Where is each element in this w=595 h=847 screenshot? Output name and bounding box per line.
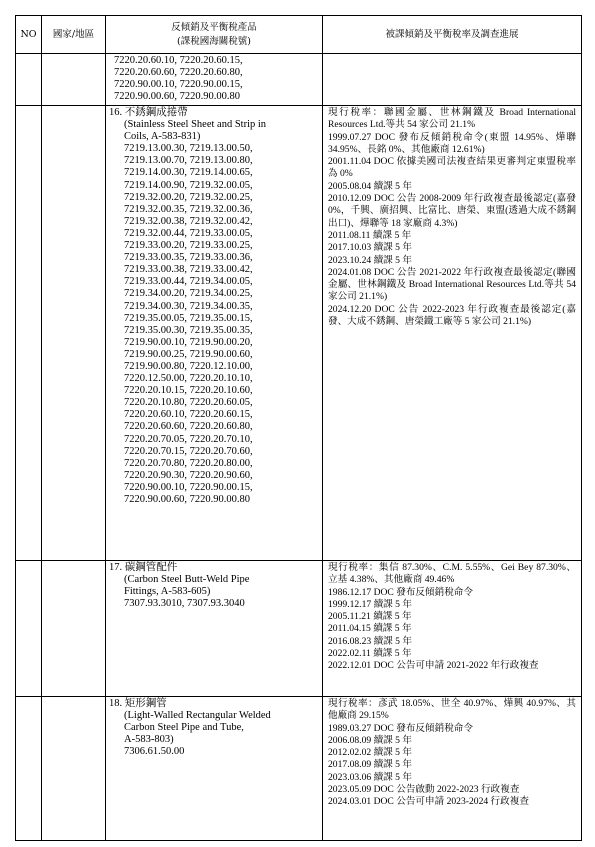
product-line: 7220.90.00.60, 7220.90.00.80 xyxy=(114,91,240,103)
cell-product xyxy=(106,106,323,561)
progress-entry: 2011.08.11 續課 5 年 xyxy=(328,229,412,241)
table-row xyxy=(16,106,582,561)
cell-product xyxy=(106,54,323,106)
cell-no xyxy=(16,561,42,697)
header-no: NO xyxy=(16,16,42,54)
product-line: 7220.90.00.10, 7220.90.00.15, xyxy=(114,79,243,91)
product-line: 7220.20.60.10, 7220.20.60.15, xyxy=(124,409,253,421)
header-progress: 被課傾銷及平衡稅率及調查進展 xyxy=(323,16,582,54)
product-line: 7220.90.00.10, 7220.90.00.15, xyxy=(124,481,253,493)
progress-entry: 現行稅率：聯國金屬、世林鋼鐵及 Broad International Resources Ltd.等共 54 家公司 21.1% xyxy=(328,107,576,131)
product-title: 16. 不銹鋼成捲帶 xyxy=(109,107,188,118)
product-line: 7220.20.10.80, 7220.20.60.05, xyxy=(124,397,253,409)
product-line: (Carbon Steel Butt-Weld Pipe xyxy=(124,574,250,586)
product-line: Carbon Steel Pipe and Tube, xyxy=(124,722,244,734)
product-line: 7219.13.00.30, 7219.13.00.50, xyxy=(124,143,253,155)
progress-entry: 2005.08.04 續課 5 年 xyxy=(328,180,412,192)
product-line: 7219.90.00.10, 7219.90.00.20, xyxy=(124,336,253,348)
product-title: 18. 矩形鋼管 xyxy=(109,698,167,709)
header-product xyxy=(106,16,323,54)
cell-region xyxy=(42,697,106,841)
product-line: 7220.20.60.10, 7220.20.60.15, xyxy=(114,55,243,66)
product-line: 7219.33.00.38, 7219.33.00.42, xyxy=(124,264,253,276)
cell-no xyxy=(16,106,42,561)
progress-entry: 1989.03.27 DOC 發布反傾銷稅命令 xyxy=(328,722,473,734)
progress-entry: 2001.11.04 DOC 依據美國司法複查結果更審判定東盟稅率為 0% xyxy=(328,156,576,180)
product-line: 7219.14.00.30, 7219.14.00.65, xyxy=(124,167,253,179)
table-row xyxy=(16,54,582,106)
product-code-list xyxy=(114,710,316,758)
cell-no xyxy=(16,697,42,841)
product-line: 7220.90.00.60, 7220.90.00.80 xyxy=(124,494,250,505)
progress-entry: 2006.08.09 續課 5 年 xyxy=(328,734,412,746)
cell-product xyxy=(106,561,323,697)
progress-entry: 2022.12.01 DOC 公告可申請 2021-2022 年行政複查 xyxy=(328,660,539,672)
progress-list xyxy=(328,562,576,673)
cell-no xyxy=(16,54,42,106)
cell-progress xyxy=(323,54,582,106)
progress-entry: 1999.07.27 DOC 發布反傾銷稅命令(東盟 14.95%、燁聯 34.95%、長銘 0%、其他廠商 12.61%) xyxy=(328,131,576,155)
cell-region xyxy=(42,54,106,106)
product-line: 7220.20.60.60, 7220.20.60.80, xyxy=(114,67,243,79)
product-line: 7219.90.00.25, 7219.90.00.60, xyxy=(124,348,253,360)
product-line: 7220.20.70.15, 7220.20.70.60, xyxy=(124,445,253,457)
progress-entry: 2017.08.09 續課 5 年 xyxy=(328,759,412,771)
progress-list xyxy=(328,698,576,809)
progress-entry: 2022.02.11 續課 5 年 xyxy=(328,648,412,660)
product-line: 7220.20.70.80, 7220.20.80.00, xyxy=(124,457,253,469)
progress-entry: 現行稅率：彥武 18.05%、世全 40.97%、燁興 40.97%、其他廠商 29.15% xyxy=(328,698,576,722)
product-line: 7220.12.50.00, 7220.20.10.10, xyxy=(124,373,253,385)
product-line: 7219.33.00.35, 7219.33.00.36, xyxy=(124,252,253,264)
product-line: 7219.34.00.20, 7219.34.00.25, xyxy=(124,288,253,300)
product-line: 7219.32.00.20, 7219.32.00.25, xyxy=(124,191,253,203)
cell-progress xyxy=(323,561,582,697)
product-code-list xyxy=(114,574,316,610)
product-line: (Light-Walled Rectangular Welded xyxy=(124,710,271,722)
product-line: 7220.20.70.05, 7220.20.70.10, xyxy=(124,433,253,445)
product-line: Coils, A-583-831) xyxy=(124,131,201,143)
product-line: 7307.93.3010, 7307.93.3040 xyxy=(124,598,245,610)
product-code-list xyxy=(114,119,316,506)
cell-region xyxy=(42,561,106,697)
product-line: 7219.35.00.05, 7219.35.00.15, xyxy=(124,312,253,324)
cell-product xyxy=(106,697,323,841)
cell-region xyxy=(42,106,106,561)
product-line: 7219.35.00.30, 7219.35.00.35, xyxy=(124,324,253,336)
product-line: 7219.33.00.44, 7219.34.00.05, xyxy=(124,276,253,288)
product-line: 7219.14.00.90, 7219.32.00.05, xyxy=(124,179,253,191)
cell-progress xyxy=(323,106,582,561)
product-line: 7219.90.00.80, 7220.12.10.00, xyxy=(124,360,253,372)
table-header-row xyxy=(16,16,582,54)
product-line: 7219.32.00.44, 7219.33.00.05, xyxy=(124,227,253,239)
progress-entry: 2017.10.03 續課 5 年 xyxy=(328,242,412,254)
progress-entry: 2024.12.20 DOC 公告 2022-2023 年行政複查最後認定(嘉發、大成不銹鋼、唐榮鐵工廠等 5 家公司 21.1%) xyxy=(328,303,576,328)
header-product-line1: 反傾銷及平衡稅產品 xyxy=(171,21,257,33)
header-region: 國家/地區 xyxy=(42,16,106,54)
product-line: 7219.13.00.70, 7219.13.00.80, xyxy=(124,155,253,167)
duty-table xyxy=(15,15,582,841)
progress-entry: 2024.01.08 DOC 公告 2021-2022 年行政複查最後認定(聯國金屬、世林鋼鐵及 Broad International Resources Ltd.等共 54 家公司 21.1%) xyxy=(328,266,576,303)
progress-entry: 2024.03.01 DOC 公告可申請 2023-2024 行政複查 xyxy=(328,796,529,808)
progress-entry: 2023.05.09 DOC 公告啟動 2022-2023 行政複查 xyxy=(328,784,520,796)
progress-entry: 2010.12.09 DOC 公告 2008-2009 年行政複查最後認定(嘉發 0%，千興、廣招興、比富比、唐榮、東盟(透過大成不銹鋼出口)、燁聯等 18 家廠商 4.3%) xyxy=(328,193,576,229)
product-line: 7220.20.60.60, 7220.20.60.80, xyxy=(124,421,253,433)
product-line: 7220.20.10.15, 7220.20.10.60, xyxy=(124,385,253,397)
product-line: 7219.32.00.35, 7219.32.00.36, xyxy=(124,203,253,215)
progress-entry: 1986.12.17 DOC 發布反傾銷稅命令 xyxy=(328,586,473,598)
table-row xyxy=(16,561,582,697)
product-line: 7306.61.50.00 xyxy=(124,746,185,758)
header-product-line2: (課稅國海關稅號) xyxy=(177,35,251,47)
progress-entry: 2012.02.02 續課 5 年 xyxy=(328,747,412,759)
table-row xyxy=(16,697,582,841)
product-line: A-583-803) xyxy=(124,734,174,746)
progress-entry: 2023.03.06 續課 5 年 xyxy=(328,771,412,783)
progress-entry: 2011.04.15 續課 5 年 xyxy=(328,623,412,635)
product-line: 7219.34.00.30, 7219.34.00.35, xyxy=(124,300,253,312)
progress-entry: 2023.10.24 續課 5 年 xyxy=(328,254,412,266)
cell-progress xyxy=(323,697,582,841)
product-line: 7219.33.00.20, 7219.33.00.25, xyxy=(124,240,253,252)
product-line: Fittings, A-583-605) xyxy=(124,586,211,598)
progress-entry: 1999.12.17 續課 5 年 xyxy=(328,598,412,610)
product-line: (Stainless Steel Sheet and Strip in xyxy=(124,119,267,131)
progress-entry: 2016.08.23 續課 5 年 xyxy=(328,635,412,647)
progress-list xyxy=(328,107,576,328)
progress-entry: 現行稅率：集信 87.30%、C.M. 5.55%、Gei Bey 87.30%、立基 4.38%、其他廠商 49.46% xyxy=(328,562,576,586)
product-line: 7220.20.90.30, 7220.20.90.60, xyxy=(124,469,253,481)
progress-entry: 2005.11.21 續課 5 年 xyxy=(328,611,412,623)
product-title: 17. 碳鋼管配件 xyxy=(109,562,178,573)
product-line: 7219.32.00.38, 7219.32.00.42, xyxy=(124,215,253,227)
